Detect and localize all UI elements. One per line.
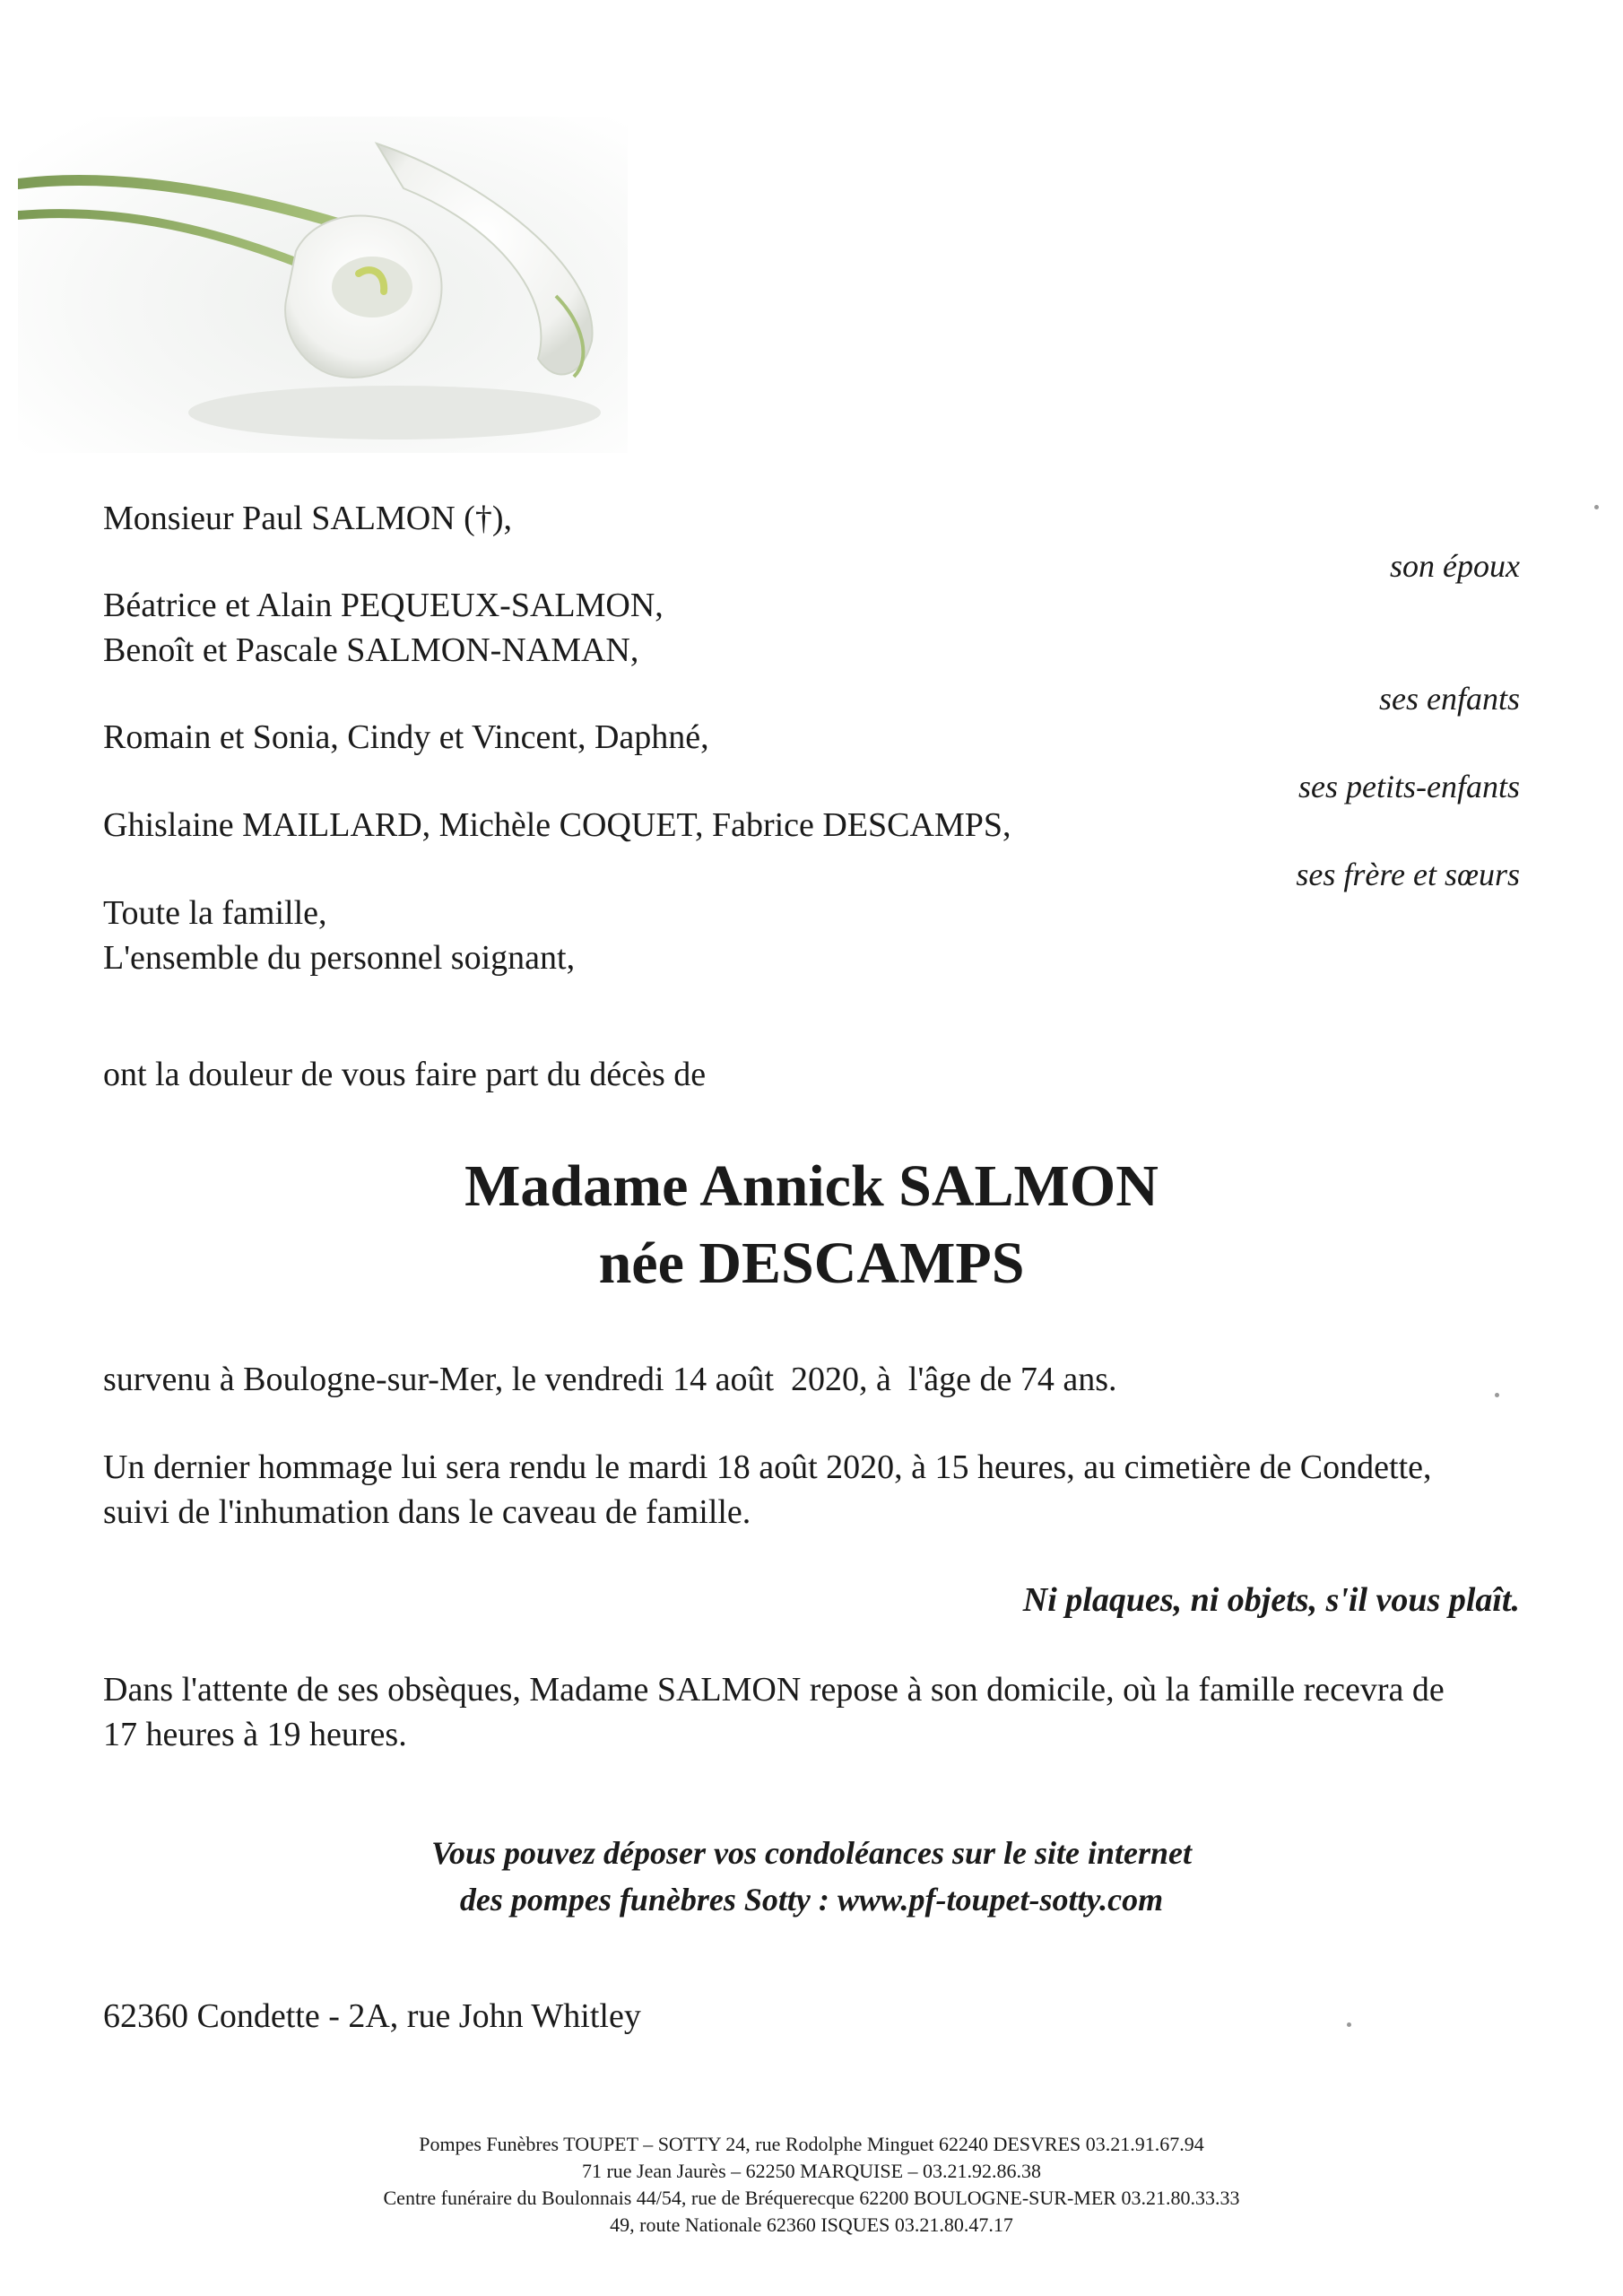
family-child-1: Béatrice et Alain PEQUEUX-SALMON, xyxy=(103,587,664,624)
family-others-1: Toute la famille, xyxy=(103,894,327,932)
relation-siblings: ses frère et sœurs xyxy=(1296,857,1520,892)
death-info: survenu à Boulogne-sur-Mer, le vendredi 14 août 2020, à l'âge de 74 ans. xyxy=(103,1361,1117,1398)
family-others-2: L'ensemble du personnel soignant, xyxy=(103,939,576,977)
family-grandchildren: Romain et Sonia, Cindy et Vincent, Daphné, xyxy=(103,718,709,756)
footer-line-2: 71 rue Jean Jaurès – 62250 MARQUISE – 03.21.92.86.38 xyxy=(581,2160,1042,2182)
rest-line-1: Dans l'attente de ses obsèques, Madame SALMON repose à son domicile, où la famille recevra de xyxy=(103,1671,1445,1709)
announcement-intro: ont la douleur de vous faire part du décès de xyxy=(103,1056,707,1093)
condolences-line-1: Vous pouvez déposer vos condoléances sur le site internet xyxy=(430,1835,1192,1871)
family-siblings: Ghislaine MAILLARD, Michèle COQUET, Fabrice DESCAMPS, xyxy=(103,806,1011,844)
deceased-maiden-name: née DESCAMPS xyxy=(598,1231,1025,1296)
family-spouse: Monsieur Paul SALMON (†), xyxy=(103,500,512,537)
footer-line-3: Centre funéraire du Boulonnais 44/54, rue de Bréquerecque 62200 BOULOGNE-SUR-MER 03.21.80.33.33 xyxy=(383,2187,1240,2209)
scan-speck xyxy=(1594,505,1599,509)
scan-speck xyxy=(1495,1393,1499,1397)
ceremony-line-1: Un dernier hommage lui sera rendu le mardi 18 août 2020, à 15 heures, au cimetière de Condette, xyxy=(103,1448,1432,1486)
family-address: 62360 Condette - 2A, rue John Whitley xyxy=(103,1997,641,2035)
condolences-line-2: des pompes funèbres Sotty : www.pf-toupet-sotty.com xyxy=(459,1882,1164,1918)
calla-lily-image xyxy=(18,117,628,453)
family-child-2: Benoît et Pascale SALMON-NAMAN, xyxy=(103,631,639,669)
funeral-home-footer xyxy=(0,2131,1623,2239)
ceremony-line-2: suivi de l'inhumation dans le caveau de famille. xyxy=(103,1493,751,1531)
footer-line-4: 49, route Nationale 62360 ISQUES 03.21.80.47.17 xyxy=(610,2213,1013,2236)
relation-children: ses enfants xyxy=(1379,681,1520,717)
scan-speck xyxy=(1347,2022,1351,2027)
rest-line-2: 17 heures à 19 heures. xyxy=(103,1716,407,1753)
relation-spouse: son époux xyxy=(1390,548,1520,584)
footer-line-1: Pompes Funèbres TOUPET – SOTTY 24, rue Rodolphe Minguet 62240 DESVRES 03.21.91.67.94 xyxy=(419,2133,1204,2155)
deceased-name: Madame Annick SALMON xyxy=(464,1153,1159,1219)
relation-grandchildren: ses petits-enfants xyxy=(1298,769,1520,804)
no-flowers-notice: Ni plaques, ni objets, s'il vous plaît. xyxy=(1022,1581,1520,1619)
